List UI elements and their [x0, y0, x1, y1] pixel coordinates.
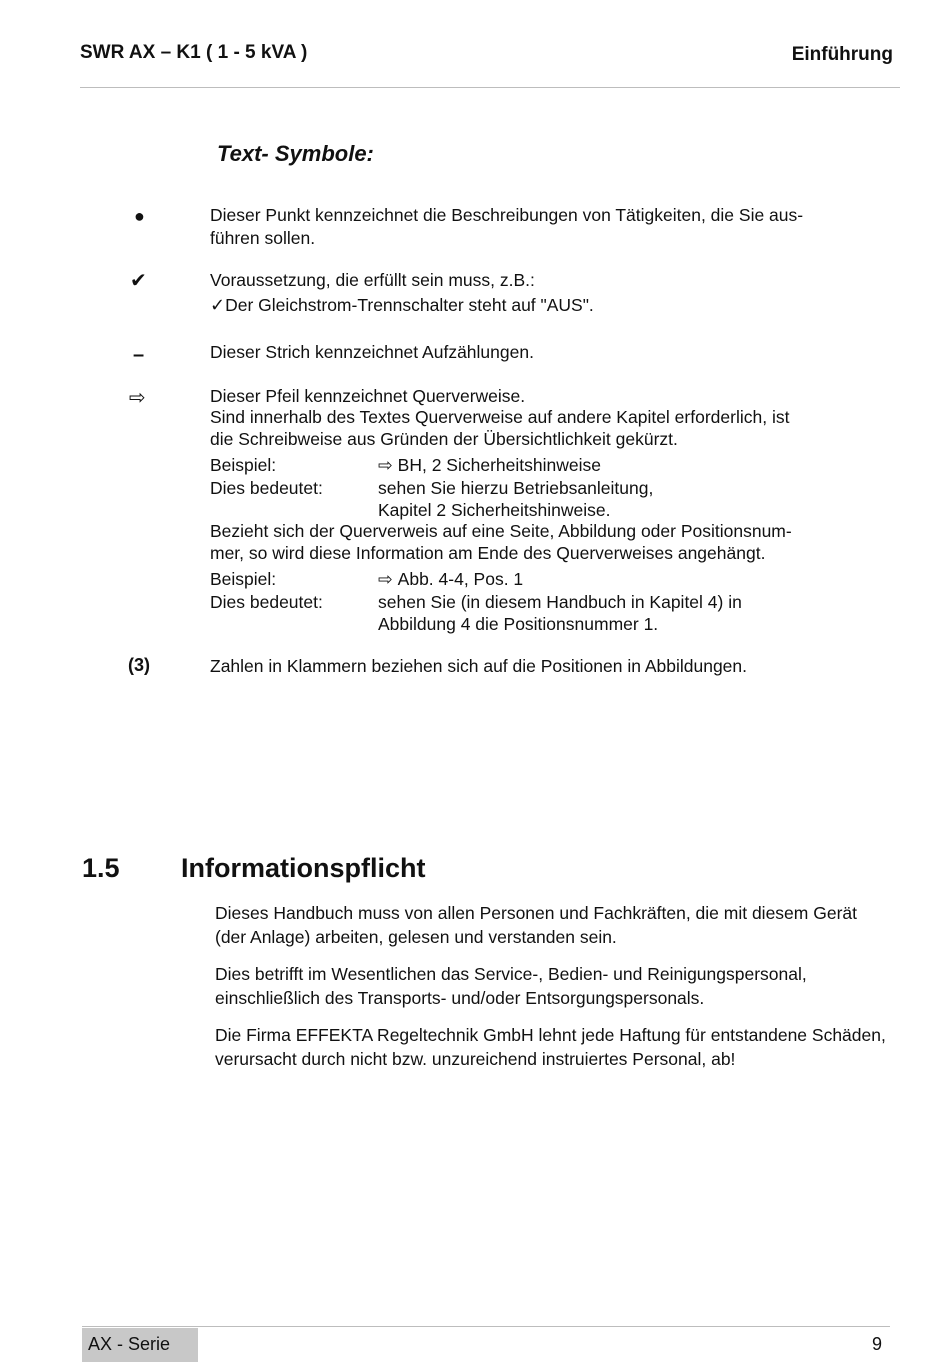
page-number: 9 [871, 1334, 882, 1354]
footer-divider [82, 1326, 890, 1327]
section-paragraph: Dies betrifft im Wesentlichen das Service-, Bedien- und Reinigungspersonal, einschließlich des Transports- und/oder Entsorgungspersonals. [215, 964, 807, 1008]
symbol-description: die Schreibweise aus Gründen der Übersichtlichkeit gekürzt. [210, 429, 678, 449]
arrow-icon: ⇨ [129, 387, 146, 409]
header-divider [80, 87, 900, 88]
dash-icon: – [133, 344, 145, 366]
arrow-icon: ⇨ [378, 455, 393, 475]
meaning-text: sehen Sie (in diesem Handbuch in Kapitel 4) in [378, 592, 742, 612]
number-in-brackets: (3) [128, 655, 150, 675]
example-value [378, 568, 523, 591]
arrow-icon: ⇨ [378, 569, 393, 589]
symbol-description: Zahlen in Klammern beziehen sich auf die Positionen in Abbildungen. [210, 656, 748, 676]
symbol-description: mer, so wird diese Information am Ende des Querverweises angehängt. [210, 543, 766, 563]
meaning-text: Kapitel 2 Sicherheitshinweise. [378, 500, 611, 520]
section-title: Informationspflicht [181, 853, 426, 883]
meaning-label: Dies bedeutet: [210, 478, 323, 498]
example-value-text: BH, 2 Sicherheitshinweise [397, 455, 601, 475]
section-number: 1.5 [82, 853, 120, 883]
symbol-description: Dieser Strich kennzeichnet Aufzählungen. [210, 342, 534, 362]
meaning-label: Dies bedeutet: [210, 592, 323, 612]
example-label: Beispiel: [210, 569, 277, 589]
bullet-icon: ● [134, 206, 145, 226]
symbol-description: Dieser Punkt kennzeichnet die Beschreibungen von Tätigkeiten, die Sie aus- [210, 205, 804, 225]
symbol-description: Dieser Pfeil kennzeichnet Querverweise. [210, 386, 526, 406]
example-label: Beispiel: [210, 455, 277, 475]
meaning-text: Abbildung 4 die Positionsnummer 1. [378, 614, 659, 634]
checkmark-icon: ✓ [210, 295, 226, 315]
header-document-title: SWR AX – K1 ( 1 - 5 kVA ) [80, 42, 308, 63]
section-paragraph: Dieses Handbuch muss von allen Personen und Fachkräften, die mit diesem Gerät (der Anlage) arbeiten, gelesen und verstanden sein. [215, 903, 857, 947]
meaning-text: sehen Sie hierzu Betriebsanleitung, [378, 478, 654, 498]
checkmark-icon: ✔ [130, 270, 147, 292]
symbol-example-text: Der Gleichstrom-Trennschalter steht auf "AUS". [225, 295, 594, 315]
footer-series-label: AX - Serie [88, 1334, 171, 1354]
header-chapter-title: Einführung [791, 44, 893, 65]
symbol-description: Voraussetzung, die erfüllt sein muss, z.B.: [210, 270, 535, 290]
example-value [378, 454, 601, 477]
symbol-example [210, 294, 594, 317]
example-value-text: Abb. 4-4, Pos. 1 [397, 569, 524, 589]
symbol-description: Bezieht sich der Querverweis auf eine Seite, Abbildung oder Positionsnum- [210, 521, 792, 541]
symbols-title: Text- Symbole: [217, 141, 374, 166]
section-paragraph: Die Firma EFFEKTA Regeltechnik GmbH lehnt jede Haftung für entstandene Schäden, verursacht durch nicht bzw. unzureichend instruiertes Personal, ab! [215, 1025, 886, 1069]
symbol-description: führen sollen. [210, 228, 316, 248]
symbol-description: Sind innerhalb des Textes Querverweise auf andere Kapitel erforderlich, ist [210, 407, 790, 427]
